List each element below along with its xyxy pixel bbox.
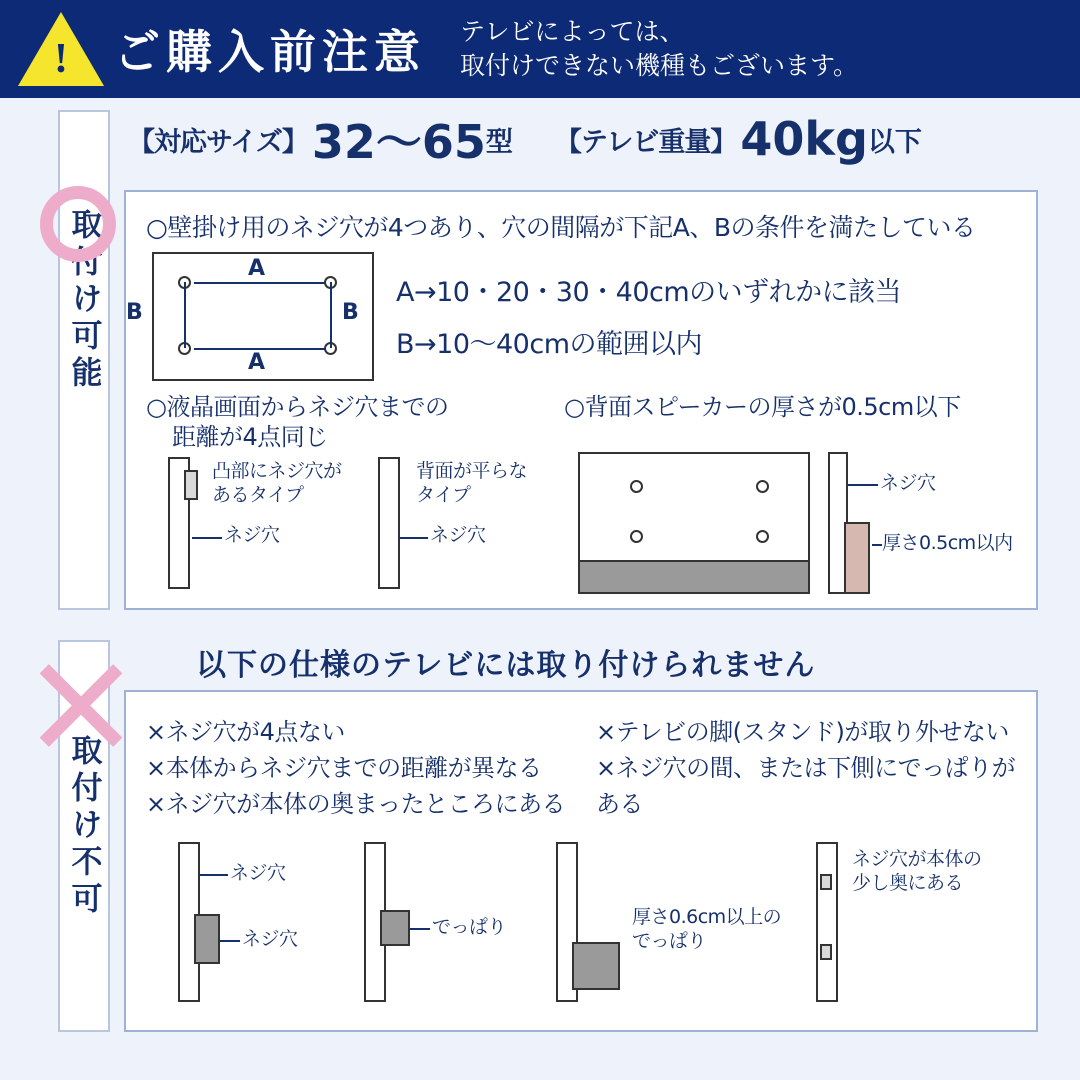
ng-heading: 以下の仕様のテレビには取り付けられません: [196, 648, 816, 683]
ok-conditions-panel: [124, 190, 1038, 610]
warning-triangle-icon: !: [18, 12, 104, 86]
convex-caption: 凸部にネジ穴が あるタイプ: [212, 460, 342, 506]
ng2-callout: でっぱり: [432, 916, 507, 938]
list-item: ある: [596, 790, 643, 818]
ng1-callout-2: ネジ穴: [242, 928, 298, 950]
screw-hole-spacing-diagram: [126, 252, 374, 381]
header-banner: [0, 0, 1080, 98]
page-title: ご購入前注意: [114, 25, 426, 79]
list-item: ×ネジ穴の間、または下側にでっぱりが: [596, 754, 1016, 782]
list-item: ×本体からネジ穴までの距離が異なる: [146, 754, 542, 782]
ng4-callout: ネジ穴が本体の 少し奥にある: [852, 848, 982, 894]
thickness-caption: 厚さ0.5cm以内: [882, 532, 1013, 554]
circle-mark-icon: [40, 186, 116, 262]
spec-size-suffix: 型: [485, 126, 513, 158]
rule-a-text: A→10・20・30・40cmのいずれかに該当: [396, 277, 902, 308]
rail-ok: [58, 110, 110, 610]
list-item: ×テレビの脚(スタンド)が取り外せない: [596, 718, 1009, 746]
convex-callout: ネジ穴: [224, 524, 280, 546]
header-subtitle: テレビによっては、 取付けできない機種もございます。: [460, 17, 859, 80]
ok-main-condition: ○壁掛け用のネジ穴が4つあり、穴の間隔が下記A、Bの条件を満たしている: [146, 213, 976, 242]
label-b-left: B: [126, 300, 143, 325]
x-mark-icon: [38, 662, 124, 748]
rail-ok-label: 取付け可能: [65, 208, 102, 393]
spec-weight-value: 40kg: [740, 112, 868, 166]
ng-right-list: [596, 714, 1026, 822]
rail-ng-label: 取付け不可: [65, 734, 102, 919]
flat-caption: 背面が平らな タイプ: [416, 460, 528, 506]
list-item: ×ネジ穴が4点ない: [146, 718, 345, 746]
label-a-top: A: [248, 256, 266, 281]
spec-row: [0, 98, 1080, 180]
ok-left-condition: ○液晶画面からネジ穴までの 距離が4点同じ: [146, 393, 449, 451]
ok-right-condition: ○背面スピーカーの厚さが0.5cm以下: [564, 393, 961, 421]
ng3-callout: 厚さ0.6cm以上の でっぱり: [632, 906, 782, 952]
spec-weight-label: 【テレビ重量】: [554, 126, 737, 158]
thickness-callout: ネジ穴: [880, 472, 936, 494]
flat-callout: ネジ穴: [430, 524, 486, 546]
ng-conditions-panel: [124, 690, 1038, 1032]
spec-size-label: 【対応サイズ】: [128, 126, 308, 158]
label-b-right: B: [342, 300, 359, 325]
label-a-bottom: A: [248, 350, 266, 375]
spec-weight-suffix: 以下: [867, 126, 922, 158]
list-item: ×ネジ穴が本体の奥まったところにある: [146, 790, 566, 818]
rule-b-text: B→10〜40cmの範囲以内: [396, 329, 703, 360]
ng1-callout-1: ネジ穴: [230, 862, 286, 884]
ng-left-list: [146, 714, 586, 822]
spec-size-value: 32〜65: [311, 115, 486, 169]
